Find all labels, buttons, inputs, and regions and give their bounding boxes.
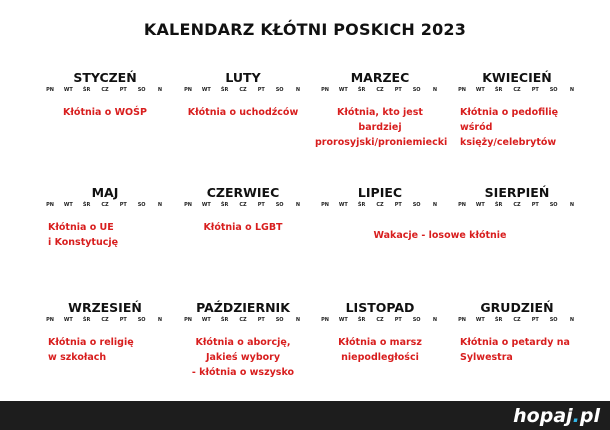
weekday-label: WT bbox=[63, 87, 73, 93]
month-note: Kłótnia o uchodźców bbox=[187, 107, 299, 118]
month-note: Kłótnia o aborcję, Jakieś wybory - kłótnia o wszysko bbox=[191, 337, 295, 378]
weekday-label: PT bbox=[394, 317, 402, 323]
weekday-label: SO bbox=[275, 202, 284, 208]
weekday-label: N bbox=[157, 317, 163, 323]
weekday-label: SO bbox=[549, 202, 558, 208]
month-block bbox=[40, 70, 170, 120]
weekday-label: SO bbox=[137, 202, 146, 208]
weekday-label: CZ bbox=[513, 202, 521, 208]
weekday-label: N bbox=[295, 317, 301, 323]
weekday-label: ŚR bbox=[220, 87, 229, 93]
weekday-label: SO bbox=[137, 317, 146, 323]
weekday-label: CZ bbox=[376, 87, 384, 93]
month-name: PAŹDZIERNIK bbox=[196, 300, 290, 315]
month-note: Kłótnia, kto jest bardziej prorosyjski/proniemiecki bbox=[315, 107, 448, 148]
weekday-label: WT bbox=[63, 202, 73, 208]
weekday-label: CZ bbox=[239, 87, 247, 93]
month-name: MAJ bbox=[91, 185, 119, 200]
weekday-label: ŚR bbox=[494, 87, 503, 93]
month-block bbox=[315, 70, 448, 150]
weekday-header bbox=[40, 202, 170, 212]
weekday-label: PN bbox=[321, 317, 329, 323]
logo-tld: pl bbox=[579, 405, 600, 427]
weekday-label: PT bbox=[119, 202, 127, 208]
month-note: Kłótnia o pedofilię wśród księży/celebrytów bbox=[460, 107, 559, 148]
month-name: MARZEC bbox=[350, 70, 410, 85]
weekday-label: PN bbox=[458, 87, 466, 93]
weekday-label: PT bbox=[257, 87, 265, 93]
month-block bbox=[178, 300, 308, 380]
weekday-label: WT bbox=[201, 87, 211, 93]
weekday-label: CZ bbox=[376, 317, 384, 323]
weekday-label: ŚR bbox=[357, 202, 366, 208]
weekday-label: CZ bbox=[513, 87, 521, 93]
weekday-label: SO bbox=[275, 317, 284, 323]
weekday-label: CZ bbox=[101, 317, 109, 323]
weekday-header bbox=[40, 317, 170, 327]
weekday-label: PT bbox=[119, 87, 127, 93]
month-block bbox=[452, 70, 582, 150]
weekday-label: PN bbox=[321, 87, 329, 93]
weekday-label: SO bbox=[549, 87, 558, 93]
month-block bbox=[178, 185, 308, 235]
weekday-label: N bbox=[569, 317, 575, 323]
summer-note: Wakacje - losowe kłótnie bbox=[373, 230, 507, 241]
weekday-label: N bbox=[295, 87, 301, 93]
weekday-label: SO bbox=[549, 317, 558, 323]
month-name: GRUDZIEŃ bbox=[480, 300, 554, 315]
month-block bbox=[452, 185, 582, 220]
weekday-label: ŚR bbox=[82, 87, 91, 93]
weekday-header bbox=[452, 317, 582, 327]
weekday-label: PT bbox=[257, 317, 265, 323]
weekday-label: WT bbox=[201, 317, 211, 323]
weekday-label: WT bbox=[338, 202, 348, 208]
weekday-label: WT bbox=[201, 202, 211, 208]
weekday-label: PT bbox=[531, 87, 539, 93]
weekday-label: WT bbox=[475, 87, 485, 93]
weekday-label: PT bbox=[257, 202, 265, 208]
month-name: STYCZEŃ bbox=[73, 70, 137, 85]
weekday-label: PN bbox=[184, 87, 192, 93]
weekday-label: N bbox=[157, 87, 163, 93]
weekday-label: PN bbox=[184, 317, 192, 323]
weekday-label: PN bbox=[46, 202, 54, 208]
weekday-label: CZ bbox=[513, 317, 521, 323]
weekday-label: PT bbox=[394, 202, 402, 208]
page-title: KALENDARZ KŁÓTNI POSKICH 2023 bbox=[143, 20, 467, 39]
month-name: LISTOPAD bbox=[345, 300, 415, 315]
month-note: Kłótnia o UE i Konstytucję bbox=[48, 222, 119, 248]
weekday-header bbox=[315, 87, 445, 97]
weekday-label: N bbox=[157, 202, 163, 208]
weekday-label: ŚR bbox=[494, 317, 503, 323]
weekday-label: PN bbox=[46, 87, 54, 93]
weekday-label: WT bbox=[475, 202, 485, 208]
month-block bbox=[315, 185, 445, 220]
month-note: Kłótnia o petardy na Sylwestra bbox=[460, 337, 570, 363]
weekday-label: PT bbox=[119, 317, 127, 323]
weekday-label: ŚR bbox=[357, 317, 366, 323]
weekday-label: CZ bbox=[101, 202, 109, 208]
weekday-label: SO bbox=[412, 317, 421, 323]
weekday-label: N bbox=[569, 87, 575, 93]
weekday-header bbox=[40, 87, 170, 97]
weekday-label: CZ bbox=[101, 87, 109, 93]
weekday-label: PN bbox=[458, 317, 466, 323]
weekday-label: PN bbox=[458, 202, 466, 208]
month-block bbox=[315, 300, 445, 365]
weekday-label: SO bbox=[275, 87, 284, 93]
weekday-header bbox=[452, 87, 582, 97]
weekday-label: PN bbox=[46, 317, 54, 323]
weekday-label: PN bbox=[321, 202, 329, 208]
month-note: Kłótnia o LGBT bbox=[203, 222, 283, 233]
weekday-label: WT bbox=[475, 317, 485, 323]
weekday-label: PN bbox=[184, 202, 192, 208]
month-name: KWIECIEŃ bbox=[482, 70, 552, 85]
weekday-label: ŚR bbox=[82, 202, 91, 208]
weekday-label: ŚR bbox=[220, 317, 229, 323]
weekday-header bbox=[452, 202, 582, 212]
logo-main: hopaj bbox=[513, 405, 573, 427]
weekday-label: PT bbox=[531, 317, 539, 323]
weekday-label: WT bbox=[338, 317, 348, 323]
footer-bar bbox=[0, 401, 610, 430]
month-name: WRZESIEŃ bbox=[68, 300, 142, 315]
logo-dot: . bbox=[572, 405, 580, 427]
weekday-header bbox=[315, 317, 445, 327]
weekday-label: N bbox=[569, 202, 575, 208]
weekday-header bbox=[178, 317, 308, 327]
weekday-label: WT bbox=[63, 317, 73, 323]
weekday-label: ŚR bbox=[220, 202, 229, 208]
weekday-label: ŚR bbox=[357, 87, 366, 93]
weekday-label: PT bbox=[394, 87, 402, 93]
weekday-label: SO bbox=[137, 87, 146, 93]
site-logo[interactable] bbox=[513, 405, 600, 427]
month-name: SIERPIEŃ bbox=[484, 185, 550, 200]
weekday-header bbox=[178, 87, 308, 97]
weekday-label: CZ bbox=[376, 202, 384, 208]
weekday-label: N bbox=[295, 202, 301, 208]
weekday-header bbox=[178, 202, 308, 212]
month-block bbox=[40, 300, 170, 365]
month-block bbox=[40, 185, 170, 250]
month-name: LIPIEC bbox=[357, 185, 403, 200]
weekday-label: ŚR bbox=[82, 317, 91, 323]
month-note: Kłótnia o religię w szkołach bbox=[48, 337, 134, 363]
weekday-label: N bbox=[432, 202, 438, 208]
weekday-label: SO bbox=[412, 202, 421, 208]
weekday-label: CZ bbox=[239, 202, 247, 208]
month-note: Kłótnia o marsz niepodległości bbox=[338, 337, 422, 363]
month-name: LUTY bbox=[225, 70, 261, 85]
weekday-label: N bbox=[432, 317, 438, 323]
weekday-header bbox=[315, 202, 445, 212]
weekday-label: PT bbox=[531, 202, 539, 208]
weekday-label: N bbox=[432, 87, 438, 93]
month-block bbox=[452, 300, 582, 365]
month-note: Kłótnia o WOŚP bbox=[63, 107, 147, 118]
weekday-label: CZ bbox=[239, 317, 247, 323]
weekday-label: WT bbox=[338, 87, 348, 93]
month-block bbox=[178, 70, 308, 120]
month-name: CZERWIEC bbox=[206, 185, 280, 200]
weekday-label: SO bbox=[412, 87, 421, 93]
weekday-label: ŚR bbox=[494, 202, 503, 208]
